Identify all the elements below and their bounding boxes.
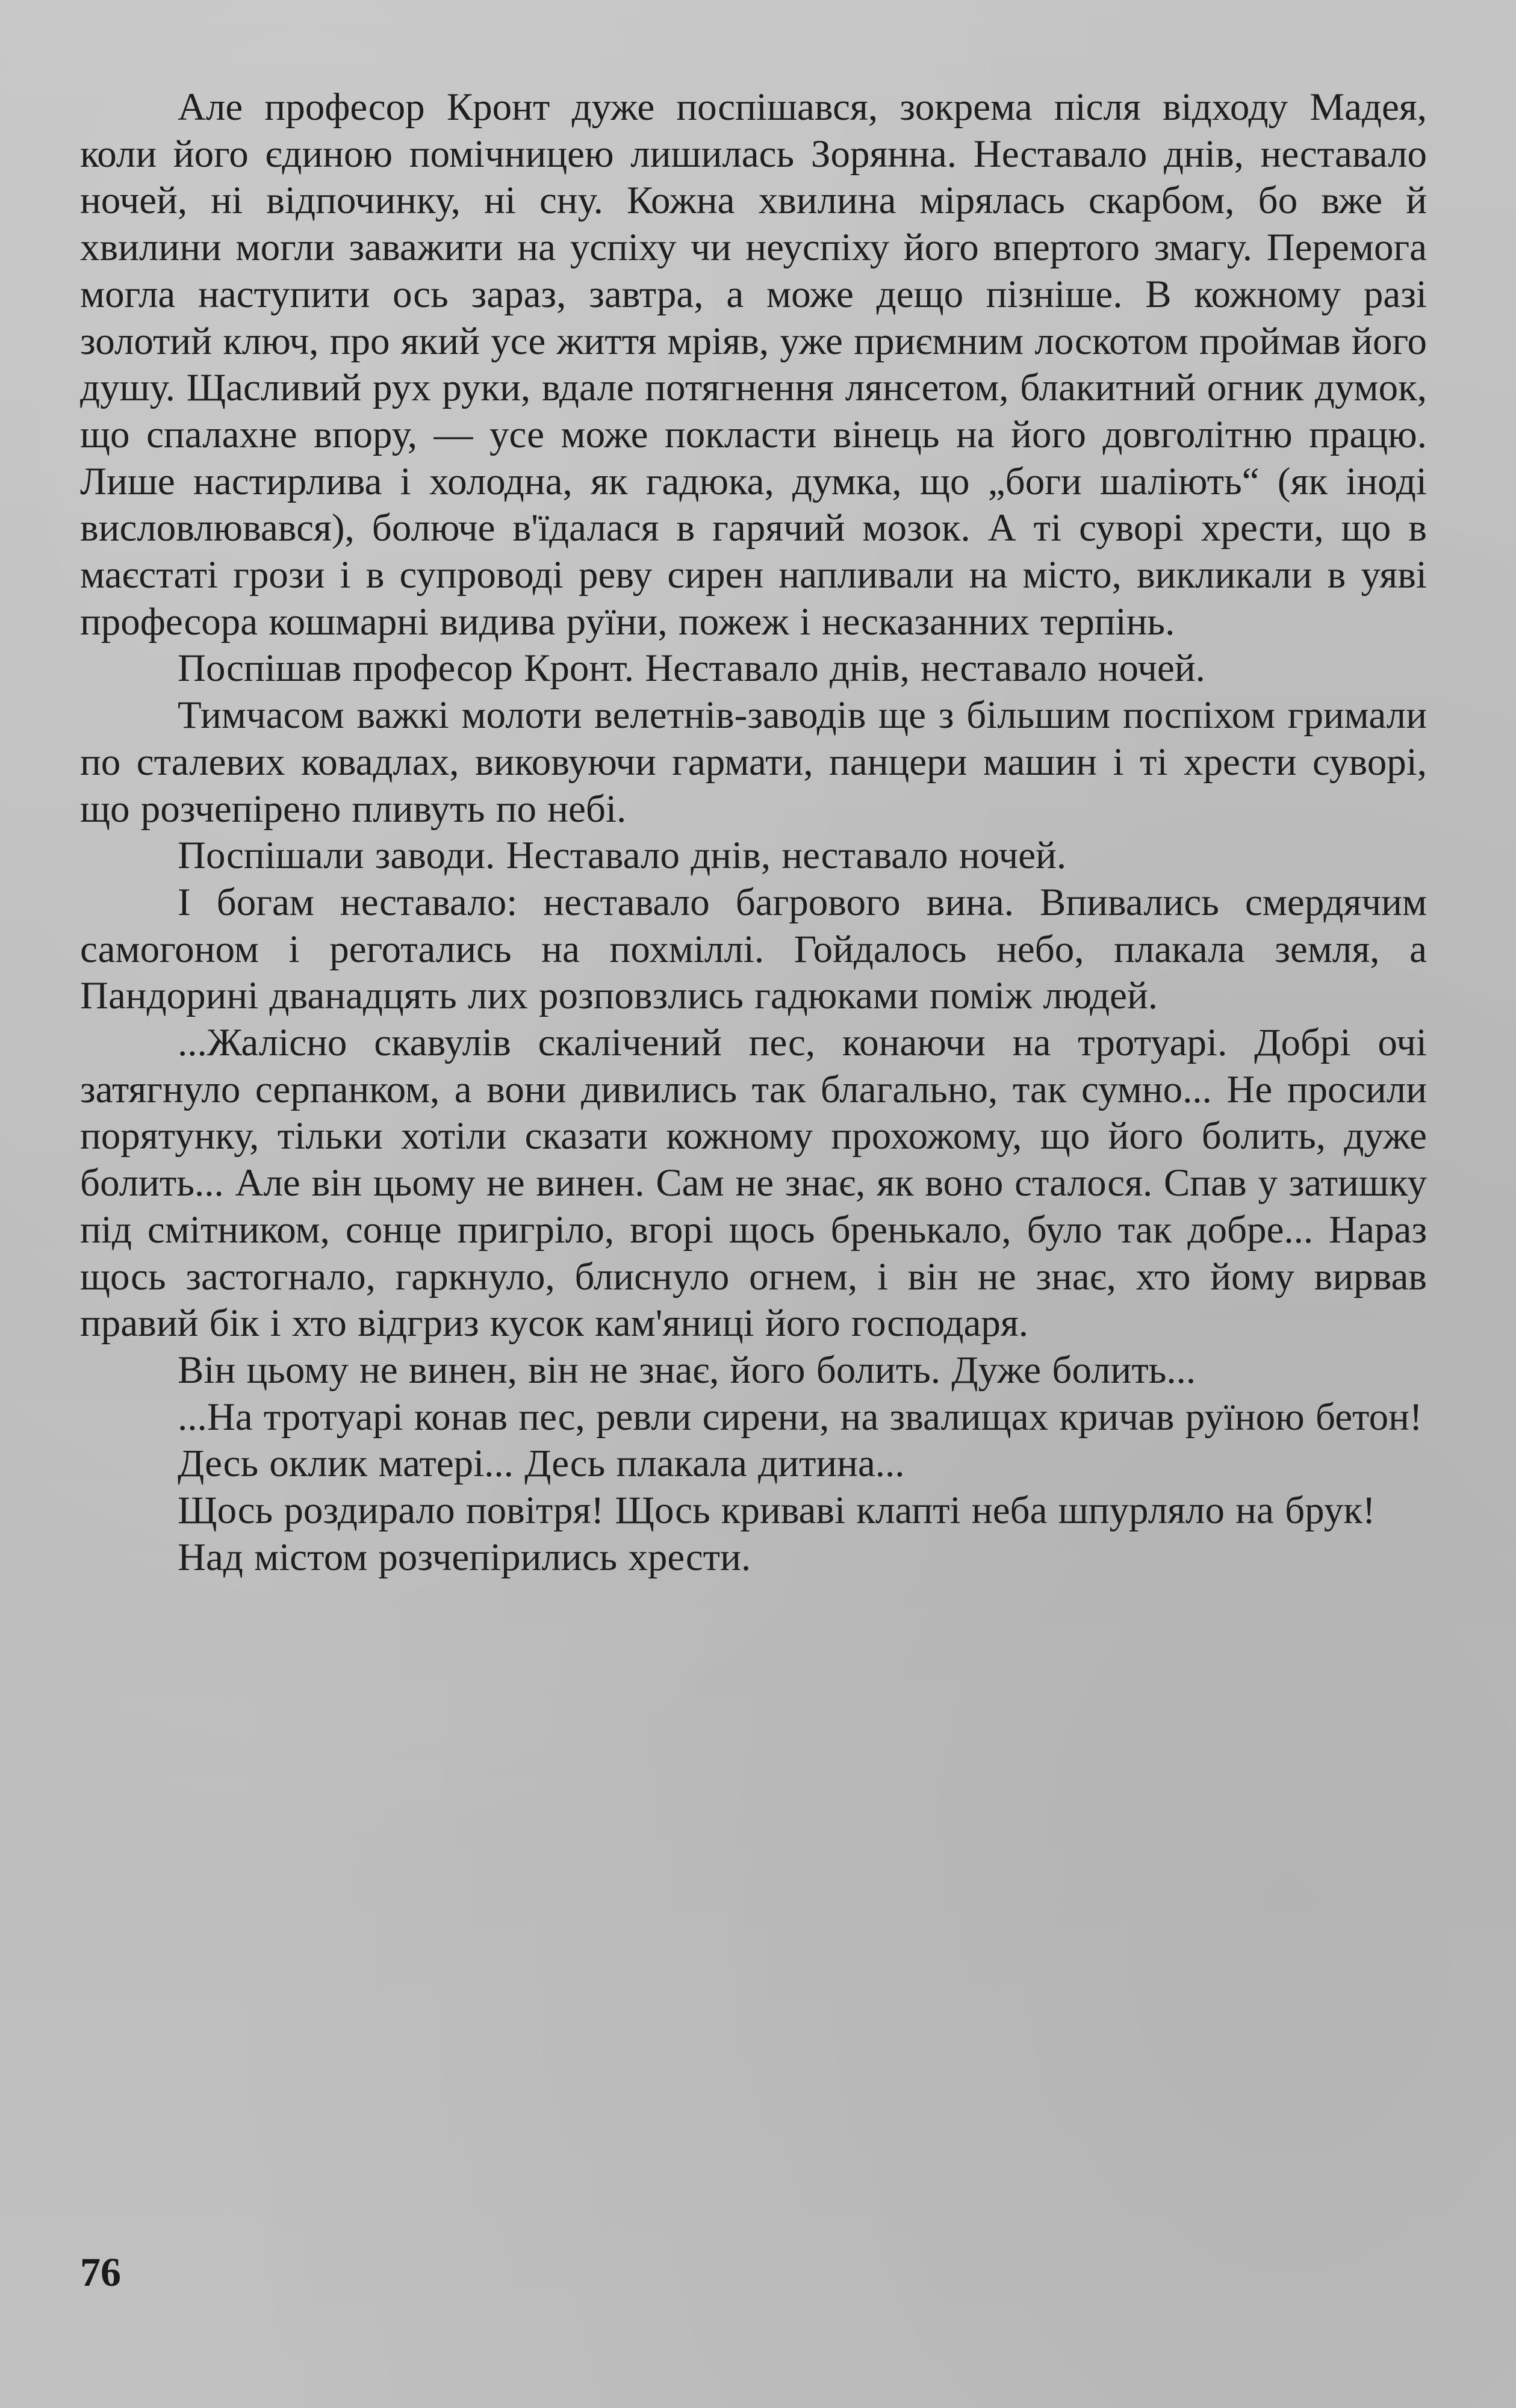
paragraph: Щось роздирало повітря! Щось криваві клапті неба шпурляло на брук!: [178, 1489, 1376, 1533]
paragraph: Над містом розчепірились хрести.: [178, 1535, 751, 1579]
page-number: 76: [80, 2249, 121, 2295]
paragraph: І богам неставало: неставало багрового вина. Впивались смердячим самогоном і реготались на похміллі. Гойдалось небо, плакала земля, а Пандорині дванадцять лих розповзлись гадюками поміж людей.: [80, 880, 1427, 1018]
paragraph: ...На тротуарі конав пес, ревли сирени, на звалищах кричав руїною бетон!: [178, 1395, 1423, 1439]
paragraph: Але професор Кронт дуже поспішався, зокрема після відходу Мадея, коли його єдиною помічницею лишилась Зорянна. Неставало днів, неставало ночей, ні відпочинку, ні сну. Кожна хвилина мірялась скарбом, бо вже й хвилини могли заважити на успіху чи неуспіху його впертого змагу. Перемога могла наступити ось зараз, завтра, а може дещо пізніше. В кожному разі золотий ключ, про який усе життя мріяв, уже приємним лоскотом проймав його душу. Щасливий рух руки, вдале потягнення лянсетом, блакитний огник думок, що спалахне впору, — усе може покласти вінець на його довголітню працю. Лише настирлива і холодна, як гадюка, думка, що „боги шаліють“ (як іноді висловлювався), болюче в'їдалася в гарячий мозок. А ті суворі хрести, що в маєстаті грози і в супроводі реву сирен напливали на місто, викликали в уяві професора кошмарні видива руїни, пожеж і несказанних терпінь.: [80, 85, 1427, 644]
body-text: [80, 84, 1427, 1581]
paragraph: Десь оклик матері... Десь плакала дитина...: [178, 1442, 905, 1486]
paragraph: Поспішали заводи. Неставало днів, неставало ночей.: [178, 834, 1067, 878]
paragraph: Поспішав професор Кронт. Неставало днів, неставало ночей.: [178, 647, 1205, 690]
paragraph: ...Жалісно скавулів скалічений пес, конаючи на тротуарі. Добрі очі затягнуло серпанком, а вони дивились так благально, так сумно... Не просили порятунку, тільки хотіли сказати кожному прохожому, що його болить, дуже болить... Але він цьому не винен. Сам не знає, як воно сталося. Спав у затишку під смітником, сонце пригріло, вгорі щось бренькало, було так добре... Нараз щось застогнало, гаркнуло, блиснуло огнем, і він не знає, хто йому вирвав правий бік і хто відгриз кусок кам'яниці його господаря.: [80, 1021, 1427, 1345]
paragraph: Він цьому не винен, він не знає, його болить. Дуже болить...: [178, 1348, 1196, 1392]
paragraph: Тимчасом важкі молоти велетнів-заводів ще з більшим поспіхом гримали по сталевих ковадлах, виковуючи гармати, панцери машин і ті хрести суворі, що розчепірено пливуть по небі.: [80, 694, 1427, 831]
